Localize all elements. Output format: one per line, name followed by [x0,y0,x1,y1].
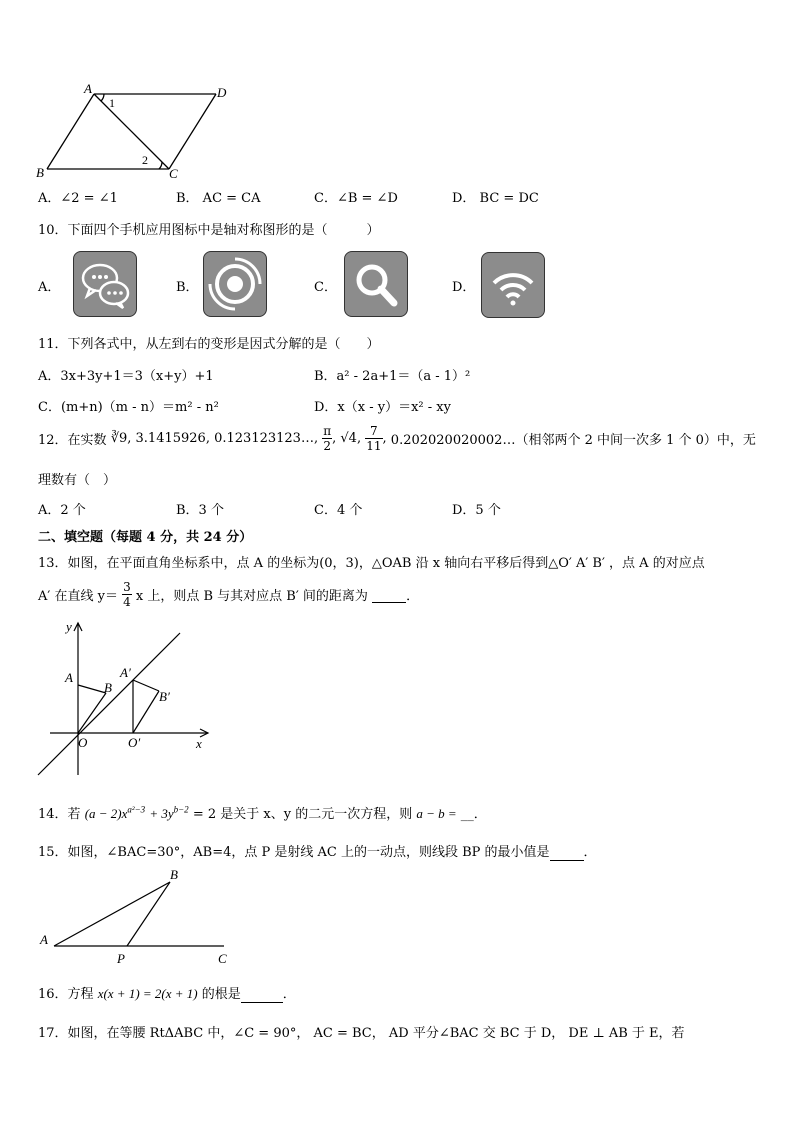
chat-bubbles-icon [73,251,137,317]
q11-option-a: A．3x+3y+1＝3（x+y）+1 [38,369,214,384]
coordinate-plane-figure [30,615,220,780]
q11-option-b: B．a² - 2a+1＝（a - 1）² [314,369,471,384]
q13-line2 [38,580,419,609]
q13-fraction: $\frac{3}{4}$ [123,580,131,609]
q12-numbers: 3.1415926, 0.123123123…, [135,431,319,446]
q12-option-c: C．4 个 [314,503,363,518]
q9-option-a: A．∠2 = ∠1 [38,191,118,206]
point-b-prime-label: B′ [159,689,170,704]
q11-stem: 11．下列各式中，从左到右的变形是因式分解的是（ ） [38,337,380,352]
q9-option-d: D． BC = DC [452,191,539,206]
q17-line: 17．如图，在等腰 RtΔABC 中，∠C = 90°， AC = BC， AD 平分∠BAC 交 BC 于 D， DE ⊥ AB 于 E，若 [38,1026,685,1041]
wifi-icon [481,252,545,318]
q14-exponent-2: b−2 [173,804,189,815]
q12-fraction-7-11: $\frac{7}{11}$ [366,424,382,453]
point-a-label: A [40,932,48,947]
q13-answer-blank[interactable] [372,587,406,603]
q10-label-c: C． [314,280,337,295]
q14-expr2: + 3y [149,806,174,821]
triangle-abp-figure [30,862,250,972]
q15-text: 15．如图，∠BAC=30°，AB=4，点 P 是射线 AC 上的一动点，则线段 BP 的最小值是 [38,845,550,860]
angle-1-label: 1 [109,96,115,110]
q12-cube-root: ∛9 [110,431,128,446]
point-b-label: B [104,680,112,695]
q13-line1: 13．如图，在平面直角坐标系中，点 A 的坐标为(0，3)，△OAB 沿 x 轴向右平移后得到△O′ A′ B′ ，点 A 的对应点 [38,556,705,571]
q16-expr: x(x + 1) = 2(x + 1) [97,986,198,1001]
q14-expr: (a − 2)x [84,806,128,821]
q15-line [38,841,597,861]
q9-option-c: C．∠B = ∠D [314,191,398,206]
q13-line2-part-a: A′ 在直线 y＝ [38,589,118,604]
q14-exponent-1: a²−3 [127,804,146,815]
q11-option-d: D．x（x - y）＝x² - xy [314,400,451,415]
vertex-c-label: C [169,166,178,180]
point-p-label: P [117,951,125,966]
q12-tail: 0.202020020002…（相邻两个 2 中间一次多 1 个 0）中，无 [390,433,756,448]
q16-prefix: 16．方程 [38,987,94,1002]
q14-prefix: 14．若 [38,807,81,822]
q12-sqrt4: √4 [340,431,357,446]
q14-expr4: a − b = [416,806,457,821]
q12-option-a: A．2 个 [38,503,86,518]
q15-end: ． [583,845,597,860]
origin-o-label: O [78,735,88,750]
point-b-label: B [170,867,178,882]
q13-end: ． [406,589,420,604]
q15-answer-blank[interactable] [550,845,584,861]
axis-y-label: y [66,619,72,634]
point-a-label: A [65,670,73,685]
q14-answer-blank[interactable]: __． [460,807,487,822]
parallelogram-figure [30,80,240,180]
point-c-label: C [218,951,227,966]
q12-line1: 12．在实数 ∛9, 3.1415926, 0.123123123…, $\frac{\pi}{2}$ , √4, $\frac{7}{11}$ , 0.202020020002…（相邻两个 2 中间一次多 1 个 0）中，无 [38,424,756,453]
q14-expr3: = 2 是关于 x、y 的二元一次方程，则 [192,807,413,822]
q14-line [38,803,487,822]
q12-line2: 理数有（ ） [38,473,117,488]
q16-suffix: 的根是 [201,987,241,1002]
q9-option-b: B． AC = CA [176,191,261,206]
vertex-b-label: B [36,165,44,180]
q10-label-b: B． [176,280,199,295]
q12-fraction-pi: $\frac{\pi}{2}$ [323,424,332,453]
axis-x-label: x [196,736,202,751]
section-title: 二、填空题（每题 4 分，共 24 分） [38,530,253,545]
point-a-prime-label: A′ [120,665,131,680]
q12-option-d: D．5 个 [452,503,501,518]
search-magnifier-icon [344,251,408,317]
q12-stem: 12．在实数 [38,433,107,448]
q10-stem: 10．下面四个手机应用图标中是轴对称图形的是（ ） [38,223,380,238]
vertex-d-label: D [217,85,227,100]
point-o-prime-label: O′ [128,735,141,750]
q11-option-c: C．(m+n)（m - n）＝m² - n² [38,400,219,415]
swirl-icon [203,251,267,317]
q16-end: ． [282,987,296,1002]
vertex-a-label: A [84,81,92,96]
q10-label-d: D． [452,280,476,295]
q16-answer-blank[interactable] [241,987,283,1003]
q16-line [38,983,296,1003]
q13-line2-part-b: x 上，则点 B 与其对应点 B′ 间的距离为 [135,589,368,604]
q12-option-b: B．3 个 [176,503,224,518]
angle-2-label: 2 [142,153,148,167]
q10-label-a: A． [38,280,61,295]
